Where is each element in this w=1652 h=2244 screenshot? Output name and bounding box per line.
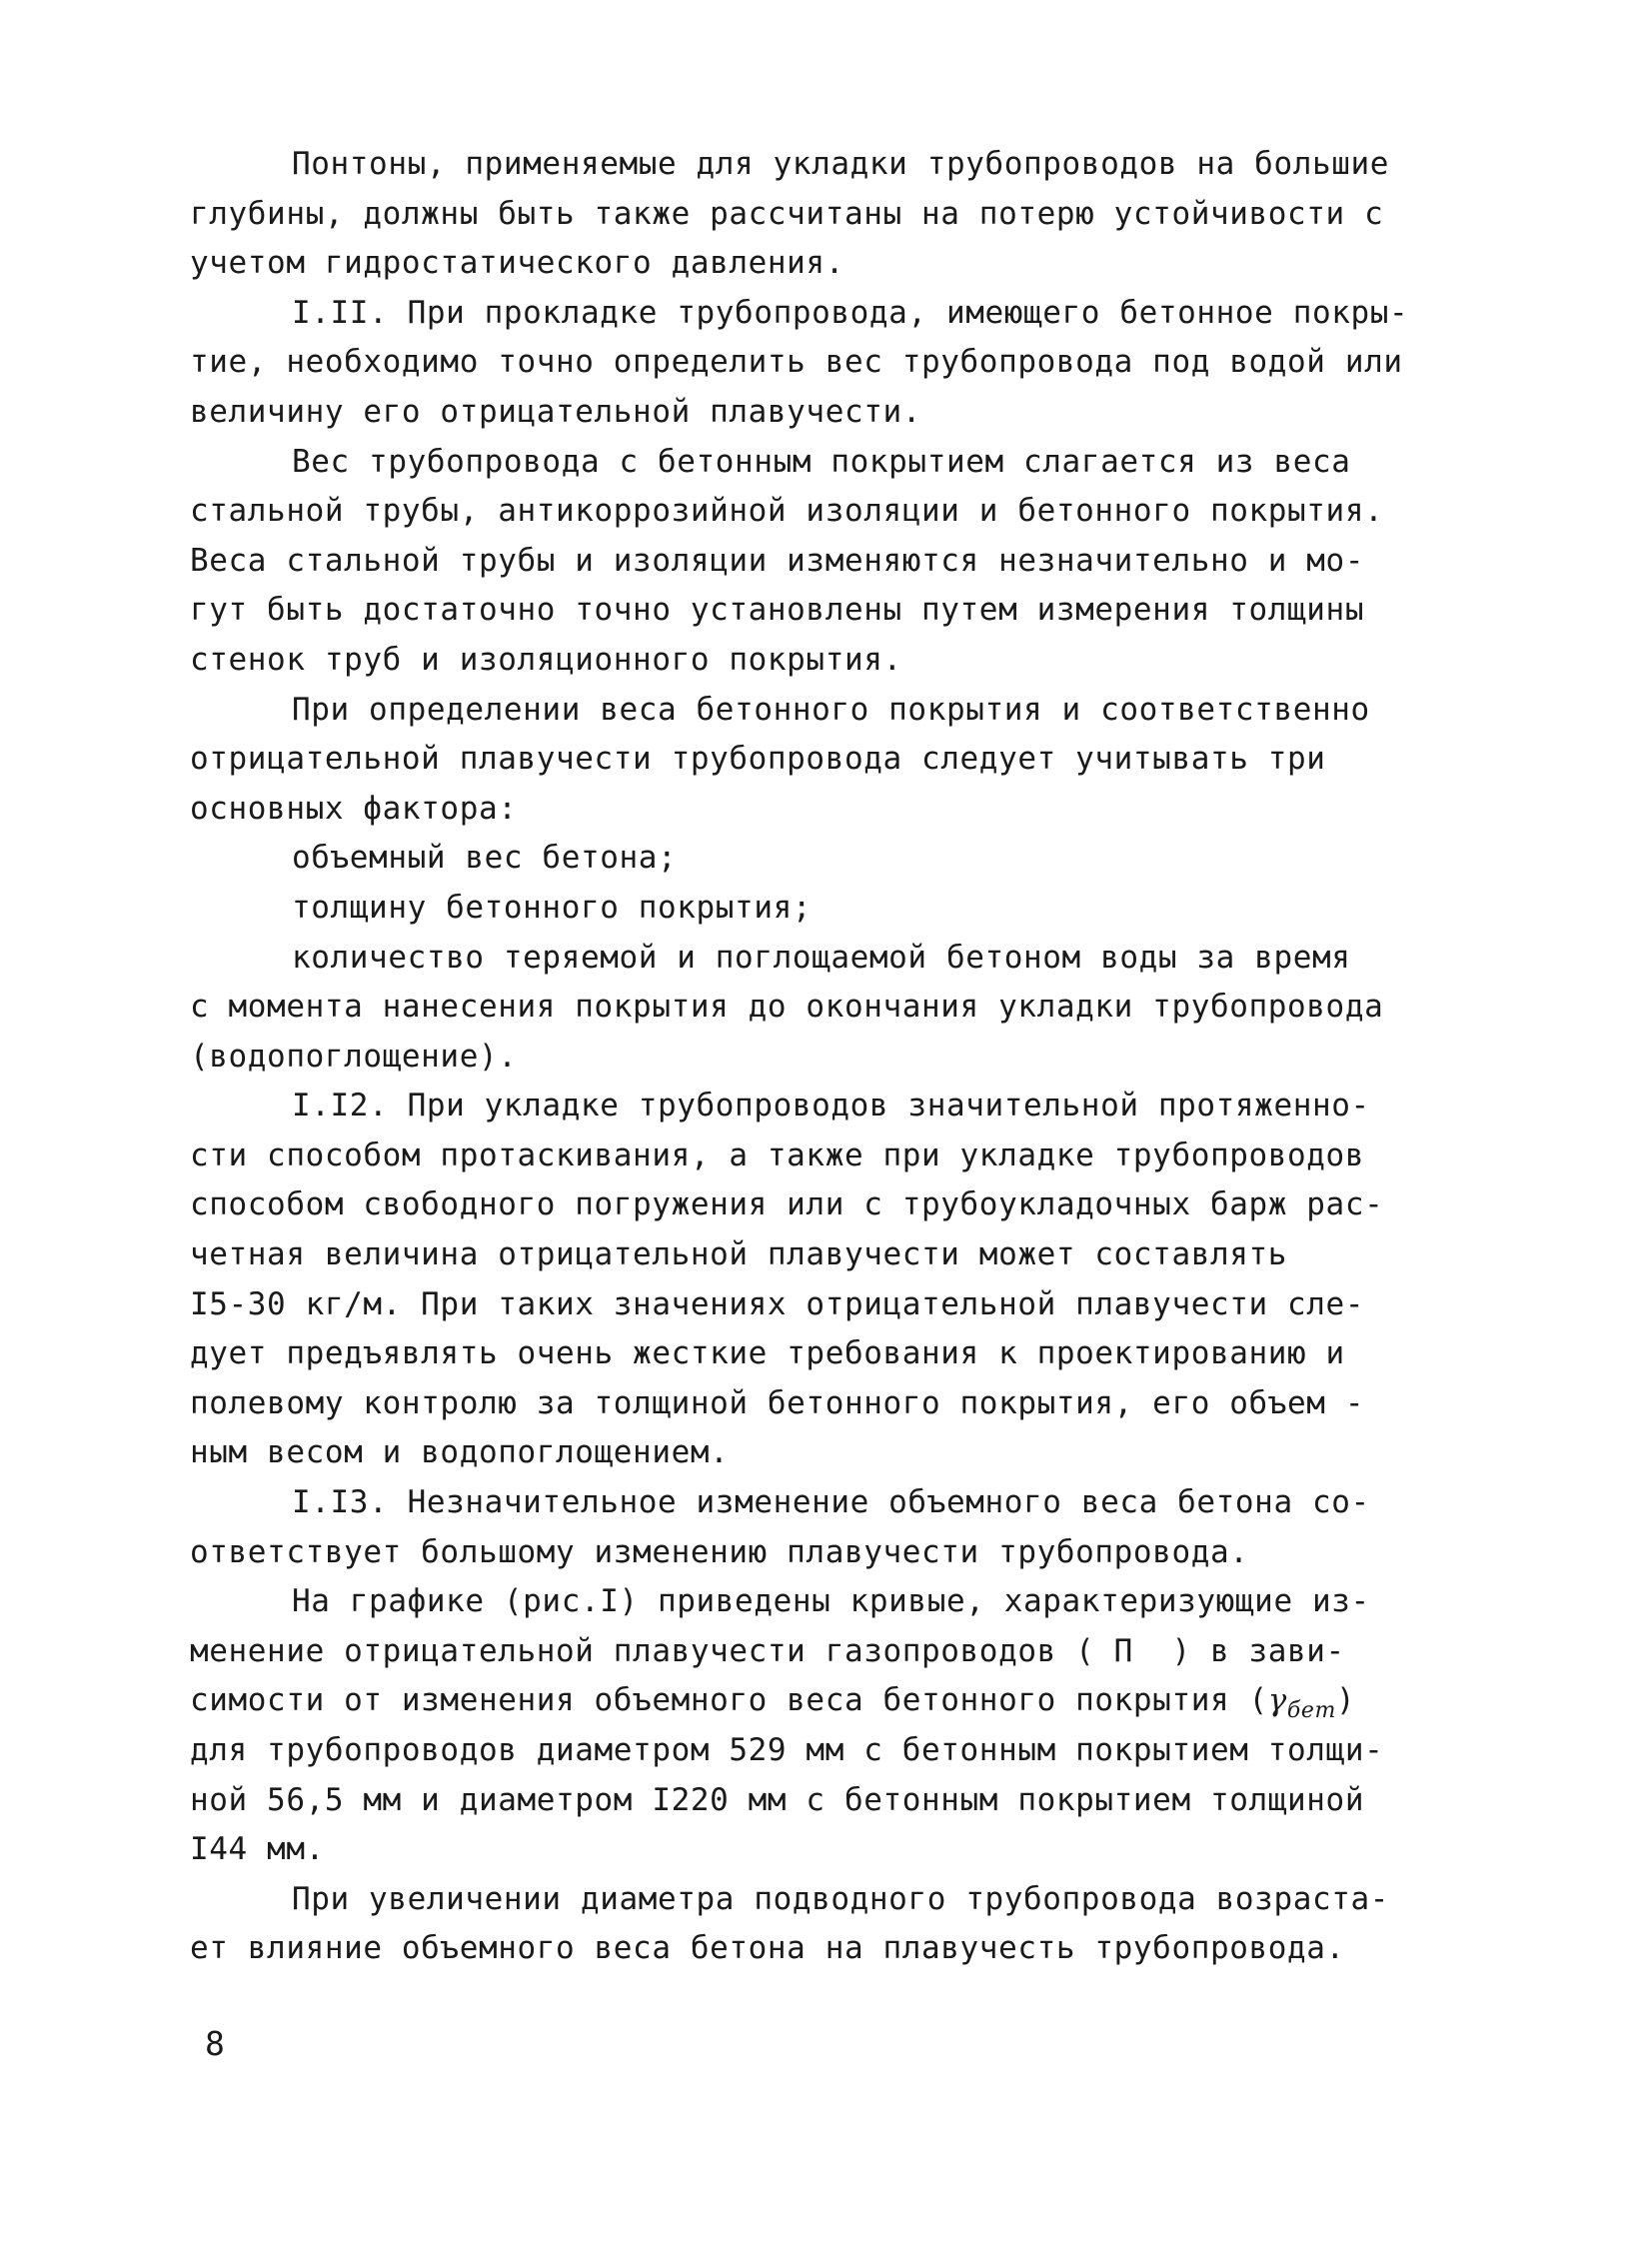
text-line bbox=[190, 884, 1479, 934]
text-line bbox=[190, 1280, 1479, 1330]
text-line-content: ет влияние объемного веса бетона на плавучесть трубопровода. bbox=[190, 1930, 1345, 1967]
text-line bbox=[190, 834, 1479, 884]
text-line bbox=[190, 785, 1479, 835]
text-line bbox=[190, 239, 1479, 289]
text-line-content: основных фактора: bbox=[190, 790, 518, 827]
text-line-content: Вес трубопровода с бетонным покрытием слагается из веса bbox=[292, 443, 1351, 480]
text-line-content: количество теряемой и поглощаемой бетоном воды за время bbox=[292, 939, 1351, 976]
text-line-content: На графике (рис.I) приведены кривые, характеризующие из- bbox=[292, 1583, 1370, 1620]
text-line-content: сти способом протаскивания, а также при укладке трубопроводов bbox=[190, 1136, 1365, 1173]
text-line bbox=[190, 1379, 1479, 1429]
text-line bbox=[190, 1726, 1479, 1776]
text-line bbox=[190, 983, 1479, 1033]
text-line-content: При определении веса бетонного покрытия и соответственно bbox=[292, 691, 1370, 728]
text-line bbox=[190, 686, 1479, 736]
text-line bbox=[190, 1875, 1479, 1925]
text-line bbox=[190, 1329, 1479, 1379]
text-line-content: Понтоны, применяемые для укладки трубопроводов на большие bbox=[292, 146, 1390, 182]
text-line bbox=[190, 537, 1479, 587]
text-line bbox=[190, 1776, 1479, 1826]
text-line-content: с момента нанесения покрытия до окончания укладки трубопровода bbox=[190, 989, 1384, 1026]
text-line-content: отрицательной плавучести трубопровода следует учитывать три bbox=[190, 741, 1326, 778]
text-line-content: учетом гидростатического давления. bbox=[190, 245, 844, 282]
text-line-content: толщину бетонного покрытия; bbox=[292, 889, 813, 926]
text-line-content: дует предъявлять очень жесткие требования к проектированию и bbox=[190, 1335, 1345, 1372]
text-line bbox=[190, 1924, 1479, 1974]
text-line-content: для трубопроводов диаметром 529 мм с бетонным покрытием толщи- bbox=[190, 1732, 1384, 1768]
math-symbol bbox=[1267, 1682, 1337, 1724]
text-line-content: тие, необходимо точно определить вес трубопровода под водой или bbox=[190, 344, 1403, 381]
text-line bbox=[190, 388, 1479, 438]
text-line-content: гут быть достаточно точно установлены путем измерения толщины bbox=[190, 592, 1365, 629]
text-line bbox=[190, 636, 1479, 686]
text-line-content: стальной трубы, антикоррозийной изоляции и бетонного покрытия. bbox=[190, 493, 1384, 530]
text-line bbox=[190, 735, 1479, 785]
text-line bbox=[190, 1082, 1479, 1131]
text-line bbox=[190, 289, 1479, 339]
text-line-content: глубины, должны быть также рассчитаны на потерю устойчивости с bbox=[190, 195, 1384, 232]
text-line-content: симости от изменения объемного веса бетонного покрытия ( bbox=[190, 1682, 1268, 1719]
text-line-content: способом свободного погружения или с трубоукладочных барж рас- bbox=[190, 1186, 1384, 1223]
text-line-content: Веса стальной трубы и изоляции изменяются незначительно и мо- bbox=[190, 542, 1365, 579]
text-line bbox=[190, 487, 1479, 537]
text-line bbox=[190, 586, 1479, 636]
text-line-content: ным весом и водопоглощением. bbox=[190, 1434, 730, 1471]
text-line bbox=[190, 1577, 1479, 1627]
text-line-content: I.I3. Незначительное изменение объемного веса бетона со- bbox=[292, 1484, 1370, 1521]
text-line-tail: ) bbox=[1336, 1682, 1356, 1719]
text-line bbox=[190, 190, 1479, 240]
text-line-content: менение отрицательной плавучести газопроводов ( П ) в зави- bbox=[190, 1632, 1345, 1669]
body-text bbox=[190, 140, 1479, 1974]
text-line bbox=[190, 338, 1479, 388]
text-line bbox=[190, 1230, 1479, 1280]
text-line bbox=[190, 1180, 1479, 1230]
text-line-content: I44 мм. bbox=[190, 1831, 325, 1868]
text-line bbox=[190, 1478, 1479, 1528]
math-symbol-base: γ bbox=[1267, 1682, 1287, 1719]
text-line-content: (водопоглощение). bbox=[190, 1038, 518, 1075]
text-line bbox=[190, 1676, 1479, 1726]
text-line bbox=[190, 1528, 1479, 1578]
text-line-content: I5-30 кг/м. При таких значениях отрицательной плавучести сле- bbox=[190, 1285, 1365, 1322]
text-line-content: При увеличении диаметра подводного трубопровода возраста- bbox=[292, 1880, 1390, 1917]
text-line bbox=[190, 1627, 1479, 1677]
text-line-content: ответствует большому изменению плавучести трубопровода. bbox=[190, 1533, 1249, 1570]
text-line bbox=[190, 1033, 1479, 1083]
math-symbol-subscript: бет bbox=[1286, 1698, 1337, 1724]
text-line bbox=[190, 1131, 1479, 1181]
text-line-content: I.I2. При укладке трубопроводов значительной протяженно- bbox=[292, 1088, 1370, 1124]
text-line-content: ной 56,5 мм и диаметром I220 мм с бетонным покрытием толщиной bbox=[190, 1781, 1365, 1818]
text-line-content: стенок труб и изоляционного покрытия. bbox=[190, 641, 902, 678]
text-line-content: полевому контролю за толщиной бетонного покрытия, его объем - bbox=[190, 1384, 1365, 1421]
text-line-content: величину его отрицательной плавучести. bbox=[190, 393, 922, 430]
text-line bbox=[190, 438, 1479, 488]
text-line bbox=[190, 934, 1479, 984]
page-number: 8 bbox=[205, 2024, 225, 2063]
text-line bbox=[190, 1428, 1479, 1478]
text-line bbox=[190, 140, 1479, 190]
text-line bbox=[190, 1825, 1479, 1875]
text-line-content: четная величина отрицательной плавучести может составлять bbox=[190, 1236, 1288, 1273]
text-line-content: объемный вес бетона; bbox=[292, 840, 678, 877]
text-line-content: I.II. При прокладке трубопровода, имеющего бетонное покры- bbox=[292, 294, 1409, 331]
